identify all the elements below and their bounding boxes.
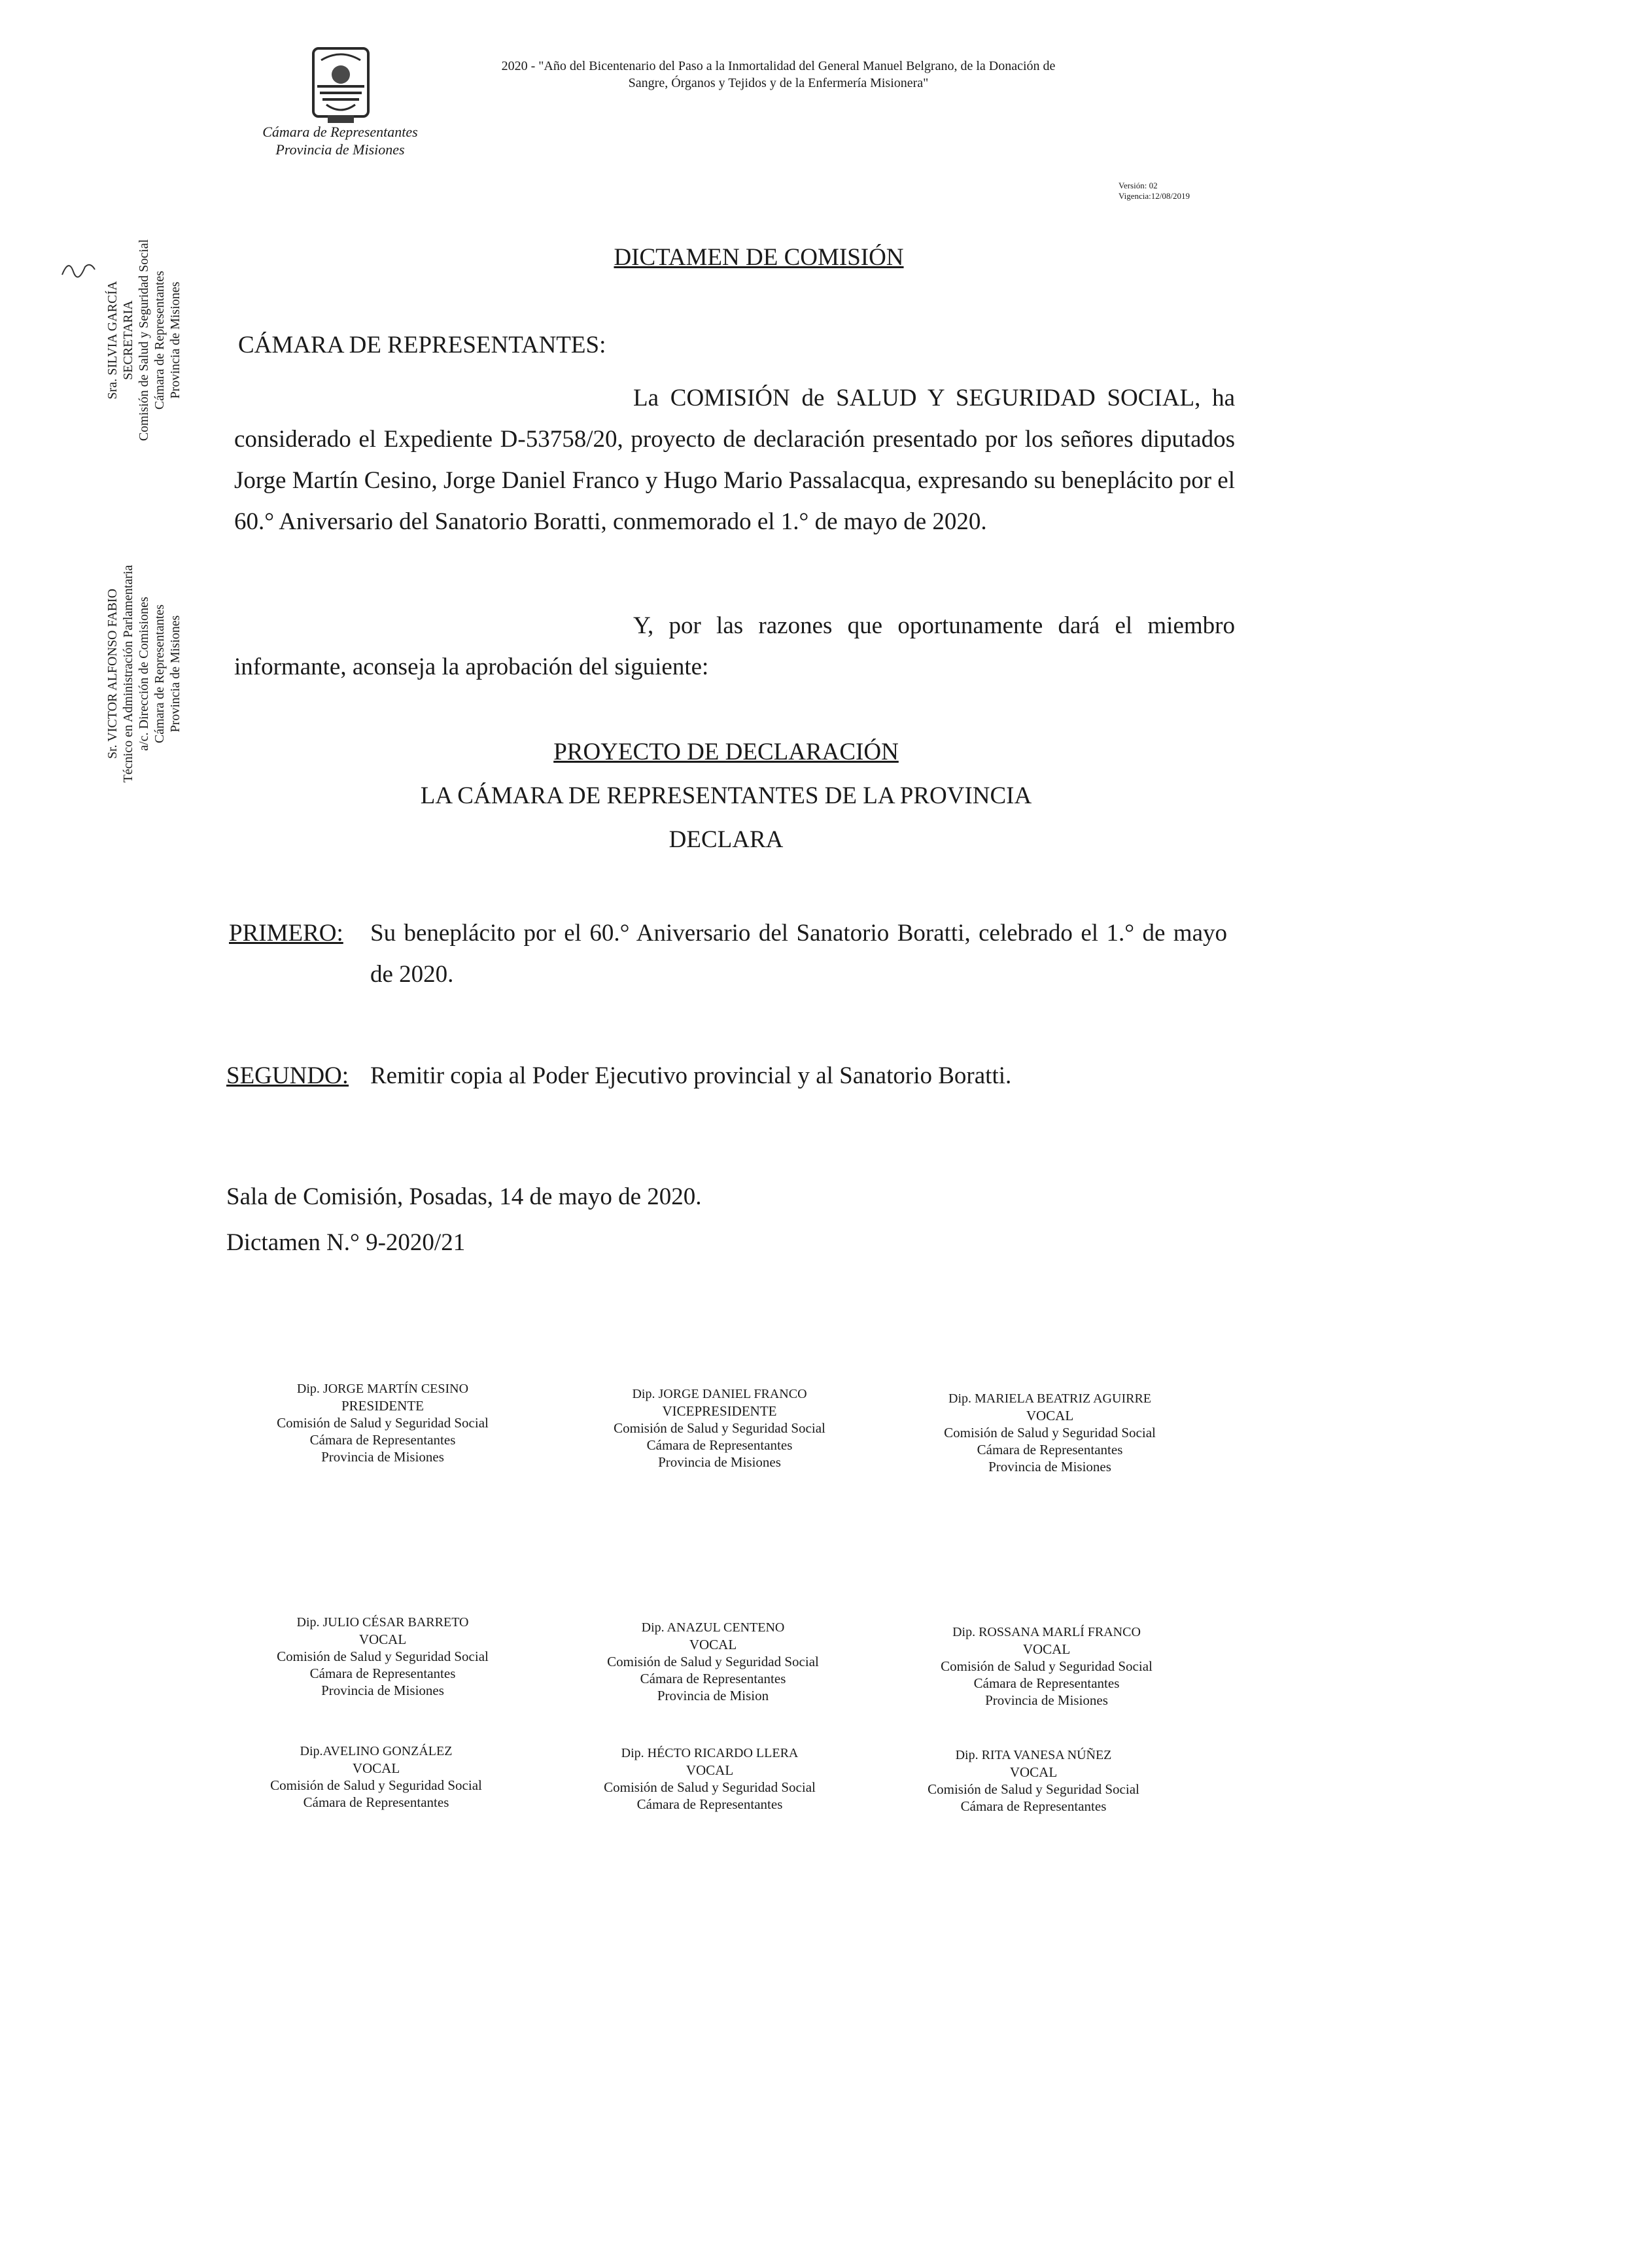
document-title: DICTAMEN DE COMISIÓN: [614, 244, 904, 271]
signer-role: VOCAL: [352, 1760, 400, 1776]
signature-block: [906, 1390, 1194, 1475]
stamp-line: Provincia de Misiones: [168, 281, 182, 399]
signer-name: Dip. ANAZUL CENTENO: [641, 1620, 785, 1635]
signer-line: Comisión de Salud y Seguridad Social: [270, 1777, 482, 1793]
signer-name: Dip. MARIELA BEATRIZ AGUIRRE: [948, 1391, 1151, 1406]
signature-block: [239, 1380, 527, 1465]
article-2-label: SEGUNDO:: [226, 1062, 349, 1089]
signer-line: Provincia de Misiones: [658, 1454, 781, 1470]
signer-line: Cámara de Representantes: [960, 1798, 1107, 1814]
project-subtitle: LA CÁMARA DE REPRESENTANTES DE LA PROVINCIA: [420, 782, 1032, 809]
stamp-line: Técnico en Administración Parlamentaria: [121, 565, 135, 783]
signer-name: Dip. JORGE MARTÍN CESINO: [296, 1382, 469, 1396]
signer-line: Cámara de Representantes: [303, 1794, 449, 1810]
signer-line: Cámara de Representantes: [973, 1675, 1120, 1691]
signer-line: Provincia de Misiones: [985, 1692, 1108, 1708]
signer-name: Dip. JULIO CÉSAR BARRETO: [296, 1615, 469, 1630]
signer-line: Comisión de Salud y Seguridad Social: [928, 1781, 1139, 1797]
validity-label: Vigencia:12/08/2019: [1119, 191, 1190, 201]
secretary-stamp: [105, 229, 183, 451]
director-stamp: [105, 536, 183, 811]
signer-name: Dip.AVELINO GONZÁLEZ: [300, 1744, 453, 1758]
chamber-name-line1: Cámara de Representantes: [262, 124, 418, 140]
stamp-line: Sr. VICTOR ALFONSO FABIO: [105, 588, 120, 759]
signer-line: Comisión de Salud y Seguridad Social: [614, 1420, 825, 1436]
signer-line: Cámara de Representantes: [636, 1796, 783, 1812]
year-motto-line2: Sangre, Órganos y Tejidos y de la Enfermería Misionera": [628, 76, 929, 90]
signer-line: Comisión de Salud y Seguridad Social: [944, 1425, 1156, 1440]
signer-role: VOCAL: [1022, 1641, 1071, 1657]
project-declares: DECLARA: [668, 826, 784, 853]
year-motto-line1: 2020 - "Año del Bicentenario del Paso a la Inmortalidad del General Manuel Belgrano, de la Donación de: [501, 59, 1056, 73]
project-title-text: PROYECTO DE DECLARACIÓN: [553, 739, 899, 765]
signer-line: Comisión de Salud y Seguridad Social: [277, 1415, 489, 1431]
addressee: CÁMARA DE REPRESENTANTES:: [238, 332, 606, 358]
signature-block: [239, 1614, 527, 1699]
signer-line: Comisión de Salud y Seguridad Social: [941, 1658, 1153, 1674]
place-date: Sala de Comisión, Posadas, 14 de mayo de 2020.: [226, 1183, 702, 1210]
signer-line: Comisión de Salud y Seguridad Social: [607, 1654, 819, 1669]
chamber-seal-icon: [307, 47, 374, 126]
signer-line: Comisión de Salud y Seguridad Social: [604, 1779, 816, 1795]
article-1-label: PRIMERO:: [229, 920, 343, 947]
paragraph-recommendation: Y, por las razones que oportunamente dará el miembro informante, aconseja la aprobación del siguiente:: [234, 612, 1235, 680]
stamp-line: SECRETARIA: [121, 300, 135, 380]
signature-block: [890, 1747, 1177, 1815]
signer-role: VOCAL: [358, 1631, 407, 1647]
signer-line: Provincia de Mision: [657, 1688, 769, 1703]
project-title: [235, 738, 1217, 767]
signer-line: Provincia de Misiones: [321, 1683, 444, 1698]
signer-role: VOCAL: [1026, 1408, 1074, 1423]
signature-block: [569, 1619, 857, 1704]
paragraph-considerations: La COMISIÓN de SALUD Y SEGURIDAD SOCIAL, ha considerado el Expediente D-53758/20, proyecto de declaración presentado por los señores diputados Jorge Martín Cesino, Jorge Daniel Franco y Hugo Mario Passalacqua, expresando su beneplácito por el 60.° Aniversario del Sanatorio Boratti, conmemorado el 1.° de mayo de 2020.: [234, 385, 1235, 535]
signer-line: Cámara de Representantes: [309, 1666, 456, 1681]
signer-role: VICEPRESIDENTE: [662, 1403, 777, 1419]
signer-line: Provincia de Misiones: [321, 1449, 444, 1465]
chamber-name-line2: Provincia de Misiones: [275, 141, 405, 158]
signature-block: [232, 1743, 520, 1811]
stamp-line: Provincia de Misiones: [168, 615, 182, 733]
handwritten-signature-icon: [59, 255, 98, 281]
signer-role: VOCAL: [686, 1762, 734, 1778]
stamp-line: a/c. Dirección de Comisiones: [137, 597, 151, 751]
stamp-line: Comisión de Salud y Seguridad Social: [137, 239, 151, 442]
signature-block: [903, 1624, 1190, 1709]
version-label: Versión: 02: [1119, 181, 1158, 190]
article-2-text: Remitir copia al Poder Ejecutivo provincial y al Sanatorio Boratti.: [370, 1062, 1012, 1089]
signer-name: Dip. ROSSANA MARLÍ FRANCO: [952, 1625, 1141, 1639]
stamp-line: Cámara de Representantes: [152, 270, 167, 410]
signer-line: Cámara de Representantes: [646, 1437, 793, 1453]
article-1-text: Su beneplácito por el 60.° Aniversario del Sanatorio Boratti, celebrado el 1.° de mayo de 2020.: [370, 920, 1227, 988]
version-info: [1119, 181, 1223, 201]
signer-line: Cámara de Representantes: [640, 1671, 786, 1686]
signer-name: Dip. RITA VANESA NÚÑEZ: [955, 1748, 1112, 1762]
signature-block: [576, 1386, 863, 1471]
signer-line: Cámara de Representantes: [309, 1432, 456, 1448]
signer-role: VOCAL: [1009, 1764, 1058, 1780]
signer-role: PRESIDENTE: [341, 1398, 424, 1414]
year-motto: [419, 58, 1138, 92]
stamp-line: Sra. SILVIA GARCÍA: [105, 281, 120, 400]
dictamen-number: Dictamen N.° 9-2020/21: [226, 1229, 466, 1256]
signer-name: Dip. JORGE DANIEL FRANCO: [632, 1387, 807, 1401]
signature-block: [566, 1745, 854, 1813]
signer-role: VOCAL: [689, 1637, 737, 1652]
signer-line: Cámara de Representantes: [977, 1442, 1123, 1457]
signer-line: Comisión de Salud y Seguridad Social: [277, 1649, 489, 1664]
chamber-name: [242, 123, 438, 158]
signer-line: Provincia de Misiones: [988, 1459, 1111, 1474]
stamp-line: Cámara de Representantes: [152, 604, 167, 744]
signer-name: Dip. HÉCTO RICARDO LLERA: [621, 1746, 799, 1760]
